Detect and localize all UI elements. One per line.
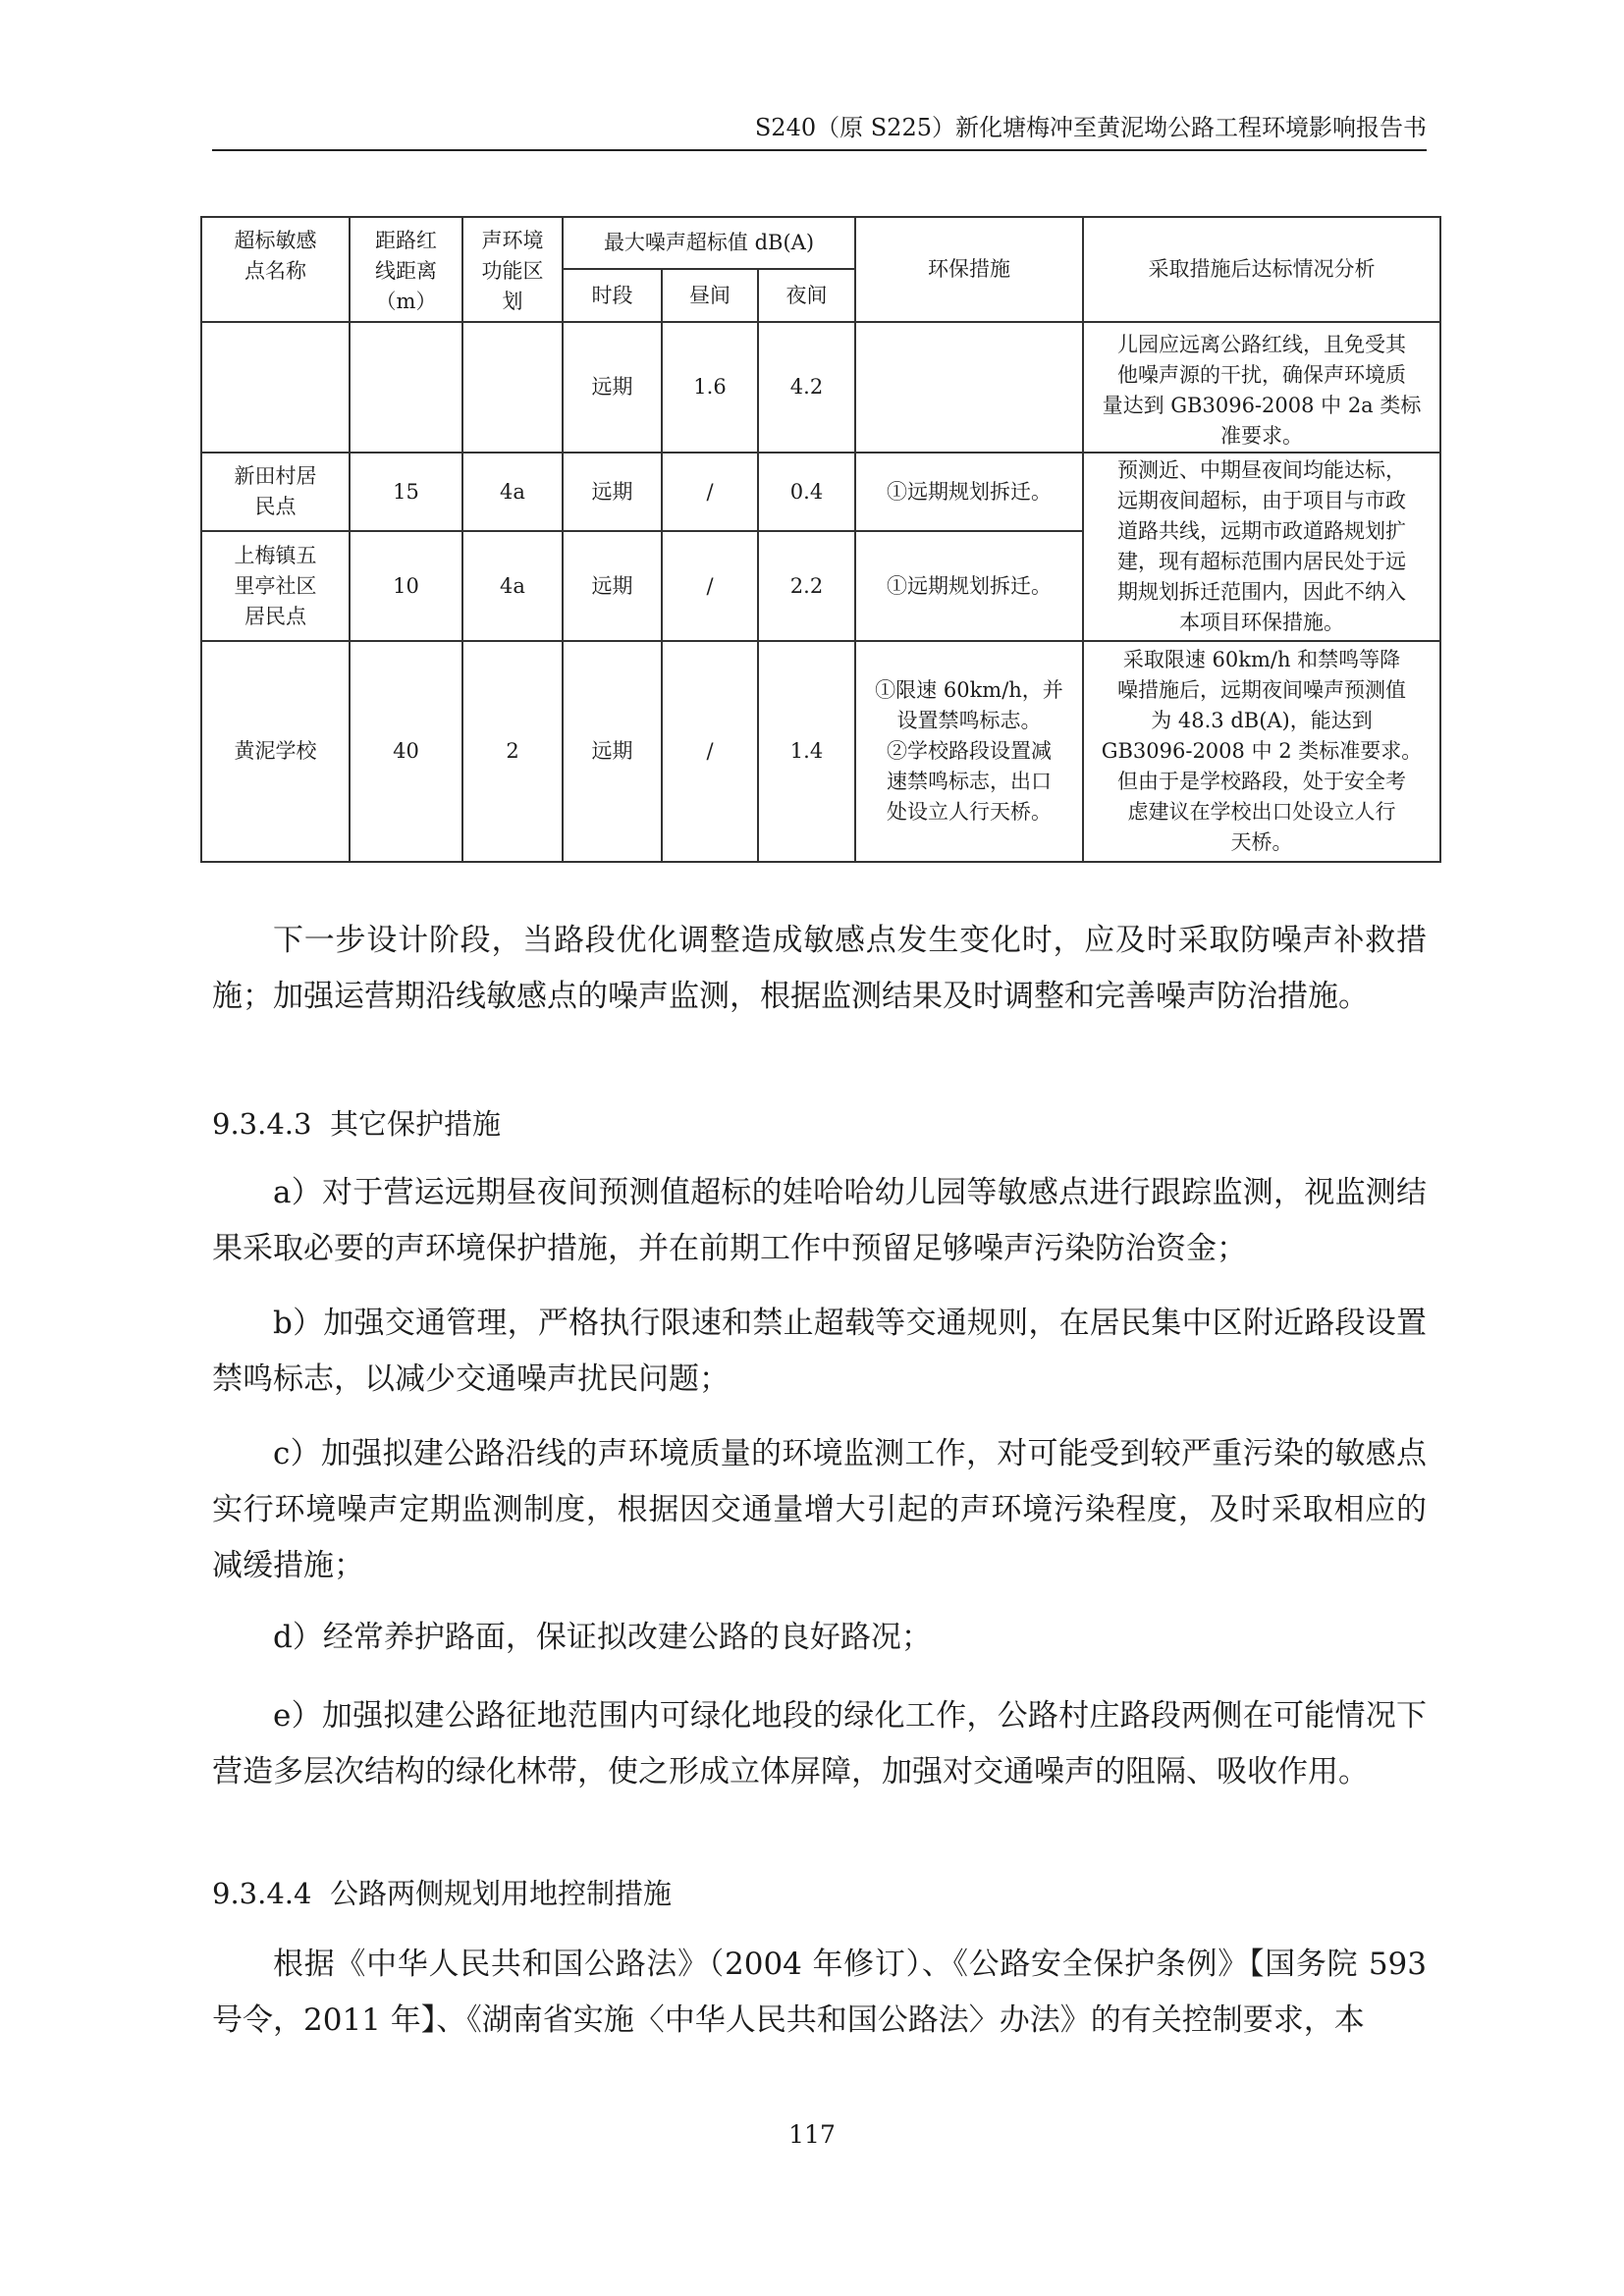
cell-night: 4.2 bbox=[758, 322, 855, 453]
cell-day: / bbox=[662, 531, 758, 641]
section-number: 9.3.4.4 bbox=[212, 1877, 312, 1910]
cell-night: 0.4 bbox=[758, 453, 855, 531]
cell-zone: 4a bbox=[462, 531, 563, 641]
header-night: 夜间 bbox=[758, 269, 855, 322]
cell-measure: ①远期规划拆迁。 bbox=[855, 531, 1083, 641]
section-heading-other-measures bbox=[212, 1104, 501, 1144]
cell-day: / bbox=[662, 453, 758, 531]
header-zone: 声环境 功能区 划 bbox=[462, 217, 563, 322]
header-distance: 距路红 线距离 （m） bbox=[350, 217, 462, 322]
cell-distance: 40 bbox=[350, 641, 462, 862]
cell-measure: ①限速 60km/h，并 设置禁鸣标志。 ②学校路段设置减 速禁鸣标志，出口 处设立人行天桥。 bbox=[855, 641, 1083, 862]
list-item-b: b）加强交通管理，严格执行限速和禁止超载等交通规则，在居民集中区附近路段设置禁鸣标志，以减少交通噪声扰民问题； bbox=[212, 1306, 1427, 1397]
header-period: 时段 bbox=[563, 269, 662, 322]
cell-analysis: 儿园应远离公路红线，且免受其 他噪声源的干扰，确保声环境质 量达到 GB3096-2008 中 2a 类标 准要求。 bbox=[1083, 322, 1440, 453]
cell-distance: 10 bbox=[350, 531, 462, 641]
page-number: 117 bbox=[788, 2120, 836, 2149]
list-item-e: e）加强拟建公路征地范围内可绿化地段的绿化工作，公路村庄路段两侧在可能情况下营造多层次结构的绿化林带，使之形成立体屏障，加强对交通噪声的阻隔、吸收作用。 bbox=[212, 1698, 1427, 1789]
header-title: S240（原 S225）新化塘梅冲至黄泥坳公路工程环境影响报告书 bbox=[754, 114, 1427, 141]
table-row bbox=[201, 322, 1440, 453]
header-analysis: 采取措施后达标情况分析 bbox=[1083, 217, 1440, 322]
cell-period: 远期 bbox=[563, 531, 662, 641]
paragraph-regulations: 根据《中华人民共和国公路法》（2004 年修订）、《公路安全保护条例》【国务院 593 号令，2011 年】、《湖南省实施〈中华人民共和国公路法〉办法》的有关控制要求，本 bbox=[212, 1947, 1427, 2038]
cell-measure bbox=[855, 322, 1083, 453]
header-name: 超标敏感 点名称 bbox=[201, 217, 350, 322]
table-row bbox=[201, 641, 1440, 862]
header-measure: 环保措施 bbox=[855, 217, 1083, 322]
cell-distance bbox=[350, 322, 462, 453]
paragraph-next-design: 下一步设计阶段，当路段优化调整造成敏感点发生变化时，应及时采取防噪声补救措施；加强运营期沿线敏感点的噪声监测，根据监测结果及时调整和完善噪声防治措施。 bbox=[212, 923, 1427, 1014]
cell-zone: 2 bbox=[462, 641, 563, 862]
cell-period: 远期 bbox=[563, 322, 662, 453]
cell-measure: ①远期规划拆迁。 bbox=[855, 453, 1083, 531]
cell-name bbox=[201, 322, 350, 453]
cell-zone bbox=[462, 322, 563, 453]
cell-zone: 4a bbox=[462, 453, 563, 531]
section-heading-land-control bbox=[212, 1874, 672, 1913]
section-title: 其它保护措施 bbox=[330, 1107, 502, 1141]
cell-period: 远期 bbox=[563, 453, 662, 531]
table-row bbox=[201, 453, 1440, 531]
noise-exceedance-table bbox=[200, 216, 1441, 863]
cell-day: 1.6 bbox=[662, 322, 758, 453]
cell-night: 1.4 bbox=[758, 641, 855, 862]
cell-analysis-merged: 预测近、中期昼夜间均能达标， 远期夜间超标，由于项目与市政 道路共线，远期市政道路规划扩 建，现有超标范围内居民处于远 期规划拆迁范围内，因此不纳入 本项目环保措施。 bbox=[1083, 453, 1440, 641]
cell-name: 新田村居 民点 bbox=[201, 453, 350, 531]
cell-distance: 15 bbox=[350, 453, 462, 531]
list-item-c: c）加强拟建公路沿线的声环境质量的环境监测工作，对可能受到较严重污染的敏感点实行环境噪声定期监测制度，根据因交通量增大引起的声环境污染程度，及时采取相应的减缓措施； bbox=[212, 1436, 1427, 1583]
cell-name: 黄泥学校 bbox=[201, 641, 350, 862]
cell-analysis: 采取限速 60km/h 和禁鸣等降 噪措施后，远期夜间噪声预测值 为 48.3 dB(A)，能达到 GB3096-2008 中 2 类标准要求。 但由于是学校路段，处于安全考 虑建议在学校出口处设立人行 天桥。 bbox=[1083, 641, 1440, 862]
section-number: 9.3.4.3 bbox=[212, 1107, 312, 1141]
header-max-exceed: 最大噪声超标值 dB(A) bbox=[563, 217, 855, 269]
cell-name: 上梅镇五 里亭社区 居民点 bbox=[201, 531, 350, 641]
table-header-row bbox=[201, 217, 1440, 269]
header-day: 昼间 bbox=[662, 269, 758, 322]
list-item-a: a）对于营运远期昼夜间预测值超标的娃哈哈幼儿园等敏感点进行跟踪监测，视监测结果采取必要的声环境保护措施，并在前期工作中预留足够噪声污染防治资金； bbox=[212, 1175, 1427, 1266]
page-header bbox=[212, 110, 1427, 151]
cell-period: 远期 bbox=[563, 641, 662, 862]
list-item-d: d）经常养护路面，保证拟改建公路的良好路况； bbox=[273, 1620, 932, 1655]
cell-night: 2.2 bbox=[758, 531, 855, 641]
cell-day: / bbox=[662, 641, 758, 862]
section-title: 公路两侧规划用地控制措施 bbox=[330, 1877, 673, 1910]
